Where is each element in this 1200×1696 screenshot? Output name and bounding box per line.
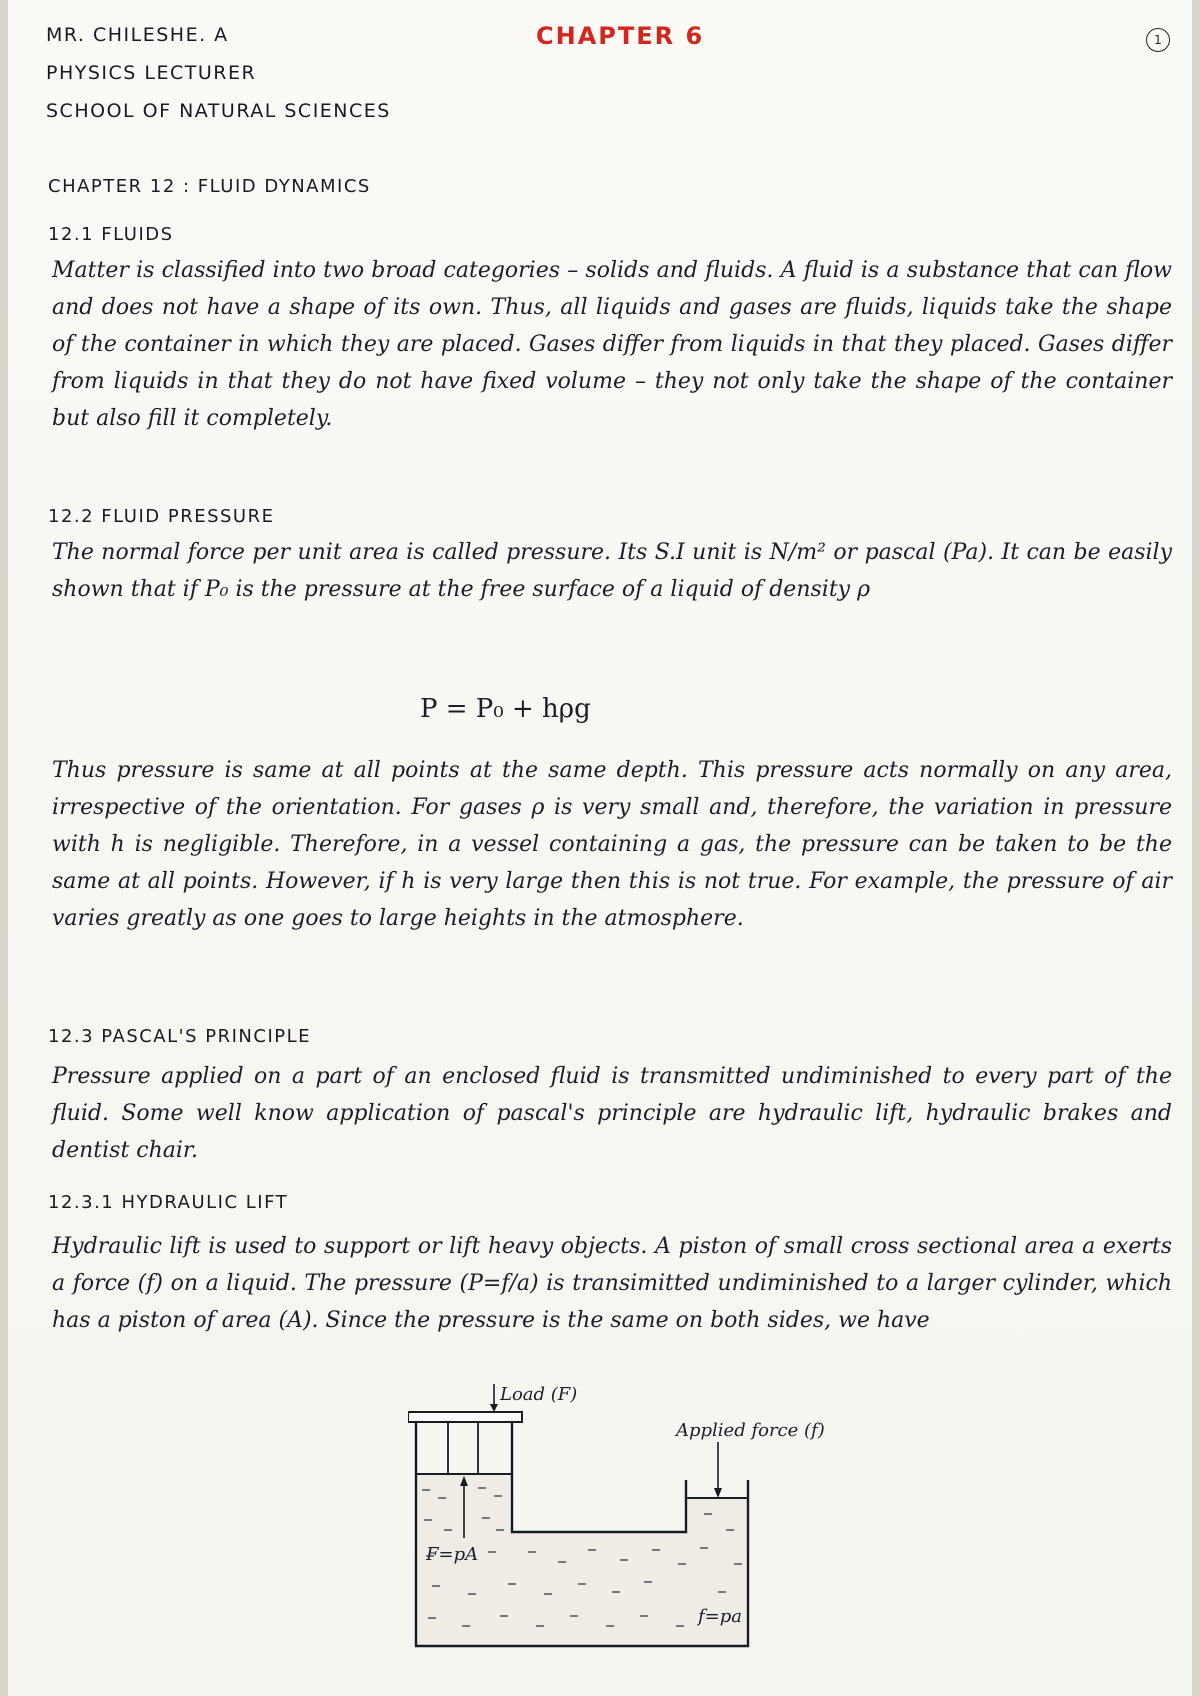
hydraulic-lift-diagram [408,1380,828,1670]
applied-arrow-head [714,1488,722,1498]
paragraph-pascal: Pressure applied on a part of an enclosed fluid is transmitted undiminished to every part of the fluid. Some well know application of pascal's principle are hydraulic lift, hydraulic brakes and dentist chair. [52,1064,1172,1163]
load-arrow-head [490,1404,498,1412]
pressure-formula: P = P₀ + hρg [420,694,591,724]
applied-force-label: Applied force (f) [676,1420,825,1441]
page-number: 1 [1146,28,1170,52]
paragraph-pressure-2: Thus pressure is same at all points at the same depth. This pressure acts normally on any area, irrespective of the orientation. For gases ρ is very small and, therefore, the variation in pressure with h is negligible. Therefore, in a vessel containing a gas, the pressure can be taken to be the same at all points. However, if h is very large then this is not true. For example, the pressure of air varies greatly as one goes to large heights in the atmosphere. [52,758,1172,931]
container-inner-wall [512,1420,686,1532]
paragraph-pressure: The normal force per unit area is called pressure. Its S.I unit is N/m² or pascal (Pa). It can be easily shown that if P₀ is the pressure at the free surface of a liquid of density ρ [52,540,1172,602]
author-name: MR. CHILESHE. A [46,24,229,46]
large-piston [408,1412,522,1422]
paragraph-fluids: Matter is classified into two broad categories – solids and fluids. A fluid is a substance that can flow and does not have a shape of its own. Thus, all liquids and gases are fluids, liquids take the shape of the container in which they are placed. Gases differ from liquids in that they placed. Gases differ from liquids in that they do not have fixed volume – they not only take the shape of the container but also fill it completely. [52,258,1172,431]
paragraph-hydraulic-lift: Hydraulic lift is used to support or lift heavy objects. A piston of small cross sectional area a exerts a force (f) on a liquid. The pressure (P=f/a) is transimitted undiminished to a larger cylinder, which has a piston of area (A). Since the pressure is the same on both sides, we have [52,1234,1172,1333]
chapter-title: CHAPTER 6 [536,22,705,50]
big-piston-force-label: F=pA [426,1544,479,1565]
school-name: SCHOOL OF NATURAL SCIENCES [46,100,391,122]
section-heading-pascal: 12.3 PASCAL'S PRINCIPLE [48,1026,312,1047]
section-heading-fluids: 12.1 FLUIDS [48,224,174,245]
small-piston-force-label: f=pa [698,1606,742,1627]
section-heading-pressure: 12.2 FLUID PRESSURE [48,506,275,527]
load-label: Load (F) [500,1384,578,1405]
author-role: PHYSICS LECTURER [46,62,257,84]
chapter-heading: CHAPTER 12 : FLUID DYNAMICS [48,176,371,197]
section-heading-hydraulic-lift: 12.3.1 HYDRAULIC LIFT [48,1192,289,1213]
notes-page [8,0,1192,1696]
